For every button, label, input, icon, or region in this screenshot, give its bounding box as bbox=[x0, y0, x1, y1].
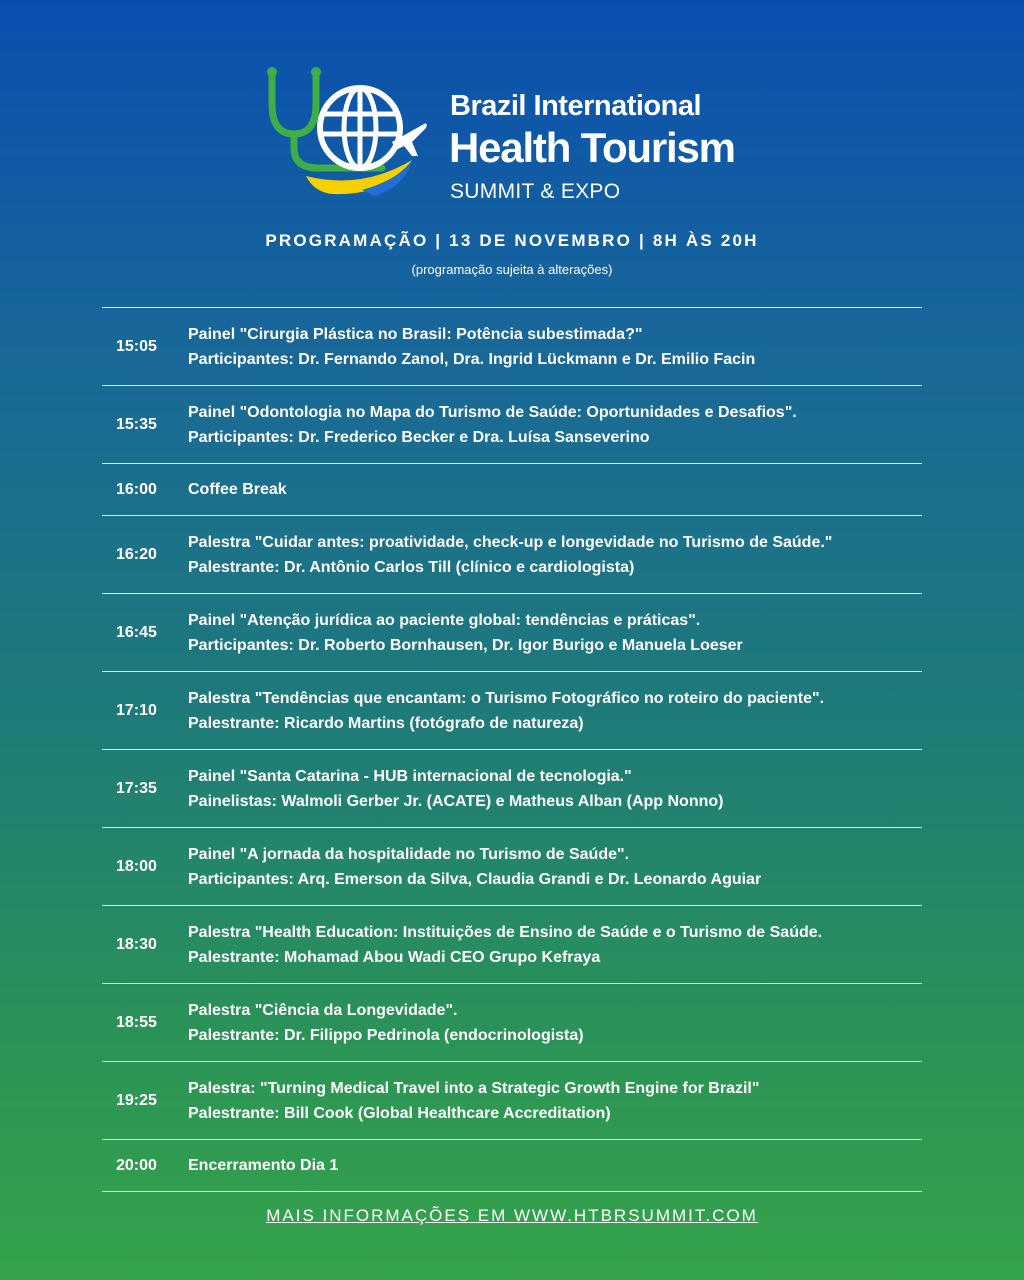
schedule-row bbox=[102, 308, 922, 386]
schedule-row bbox=[102, 984, 922, 1062]
schedule-description bbox=[188, 1153, 338, 1178]
program-title: PROGRAMAÇÃO | 13 DE NOVEMBRO | 8H ÀS 20H bbox=[265, 231, 759, 250]
session-title: Palestra "Health Education: Instituições de Ensino de Saúde e o Turismo de Saúde. bbox=[188, 923, 823, 941]
schedule-time: 18:30 bbox=[116, 935, 157, 953]
session-participants: Palestrante: Dr. Antônio Carlos Till (clínico e cardiologista) bbox=[188, 558, 635, 576]
schedule-description bbox=[188, 530, 832, 580]
session-title: Palestra: "Turning Medical Travel into a Strategic Growth Engine for Brazil" bbox=[188, 1079, 760, 1097]
program-note: (programação sujeita à alterações) bbox=[411, 262, 613, 277]
schedule-row bbox=[102, 828, 922, 906]
schedule-row bbox=[102, 594, 922, 672]
schedule-description bbox=[188, 764, 723, 814]
schedule-time: 17:35 bbox=[116, 779, 157, 797]
schedule-row bbox=[102, 1062, 922, 1140]
more-info-link[interactable]: MAIS INFORMAÇÕES EM WWW.HTBRSUMMIT.COM bbox=[266, 1206, 758, 1225]
schedule-row bbox=[102, 464, 922, 516]
session-title: Painel "Cirurgia Plástica no Brasil: Potência subestimada?" bbox=[188, 325, 643, 343]
schedule-time: 19:25 bbox=[116, 1091, 157, 1109]
schedule-time: 16:45 bbox=[116, 623, 157, 641]
session-title: Painel "Atenção jurídica ao paciente global: tendências e práticas". bbox=[188, 611, 701, 629]
session-participants: Palestrante: Ricardo Martins (fotógrafo de natureza) bbox=[188, 714, 584, 732]
session-participants: Painelistas: Walmoli Gerber Jr. (ACATE) e Matheus Alban (App Nonno) bbox=[188, 792, 724, 810]
session-title: Palestra "Cuidar antes: proatividade, check-up e longevidade no Turismo de Saúde." bbox=[188, 533, 833, 551]
schedule-description bbox=[188, 1076, 759, 1126]
brand-title-line1: Brazil International bbox=[450, 90, 702, 122]
schedule-description bbox=[188, 477, 287, 502]
session-title: Palestra "Tendências que encantam: o Turismo Fotográfico no roteiro do paciente". bbox=[188, 689, 825, 707]
schedule-time: 15:05 bbox=[116, 337, 157, 355]
session-participants: Participantes: Dr. Fernando Zanol, Dra. Ingrid Lückmann e Dr. Emilio Facin bbox=[188, 350, 756, 368]
schedule-row bbox=[102, 516, 922, 594]
schedule-time: 18:00 bbox=[116, 857, 157, 875]
brand-subtitle: SUMMIT & EXPO bbox=[450, 180, 621, 203]
brand-title-line2: Health Tourism bbox=[449, 124, 735, 171]
schedule-row bbox=[102, 386, 922, 464]
schedule-description bbox=[188, 608, 743, 658]
session-title: Painel "Odontologia no Mapa do Turismo de Saúde: Oportunidades e Desafios". bbox=[188, 403, 797, 421]
schedule-description bbox=[188, 842, 761, 892]
session-title: Encerramento Dia 1 bbox=[188, 1157, 339, 1174]
session-participants: Participantes: Arq. Emerson da Silva, Claudia Grandi e Dr. Leonardo Aguiar bbox=[188, 870, 762, 888]
schedule-time: 16:00 bbox=[116, 480, 157, 498]
session-title: Painel "Santa Catarina - HUB internacional de tecnologia." bbox=[188, 767, 632, 785]
schedule-row bbox=[102, 906, 922, 984]
schedule-row bbox=[102, 750, 922, 828]
session-participants: Palestrante: Mohamad Abou Wadi CEO Grupo Kefraya bbox=[188, 948, 601, 966]
schedule-time: 16:20 bbox=[116, 545, 157, 563]
session-title: Coffee Break bbox=[188, 481, 287, 498]
schedule-description bbox=[188, 400, 797, 450]
session-title: Palestra "Ciência da Longevidade". bbox=[188, 1001, 458, 1019]
schedule-time: 15:35 bbox=[116, 415, 157, 433]
schedule-description bbox=[188, 920, 822, 970]
schedule-description bbox=[188, 686, 824, 736]
session-title: Painel "A jornada da hospitalidade no Turismo de Saúde". bbox=[188, 845, 630, 863]
schedule-time: 20:00 bbox=[116, 1156, 157, 1174]
stethoscope-globe-plane-icon bbox=[262, 64, 432, 204]
schedule-description bbox=[188, 322, 755, 372]
schedule-description bbox=[188, 998, 584, 1048]
schedule-time: 17:10 bbox=[116, 701, 157, 719]
session-participants: Participantes: Dr. Roberto Bornhausen, Dr. Igor Burigo e Manuela Loeser bbox=[188, 636, 743, 654]
schedule-time: 18:55 bbox=[116, 1013, 157, 1031]
schedule-table bbox=[102, 307, 922, 1192]
session-participants: Palestrante: Dr. Filippo Pedrinola (endocrinologista) bbox=[188, 1026, 584, 1044]
event-logo bbox=[262, 64, 782, 214]
session-participants: Palestrante: Bill Cook (Global Healthcare Accreditation) bbox=[188, 1104, 611, 1122]
schedule-row bbox=[102, 1140, 922, 1192]
schedule-row bbox=[102, 672, 922, 750]
session-participants: Participantes: Dr. Frederico Becker e Dra. Luísa Sanseverino bbox=[188, 428, 650, 446]
